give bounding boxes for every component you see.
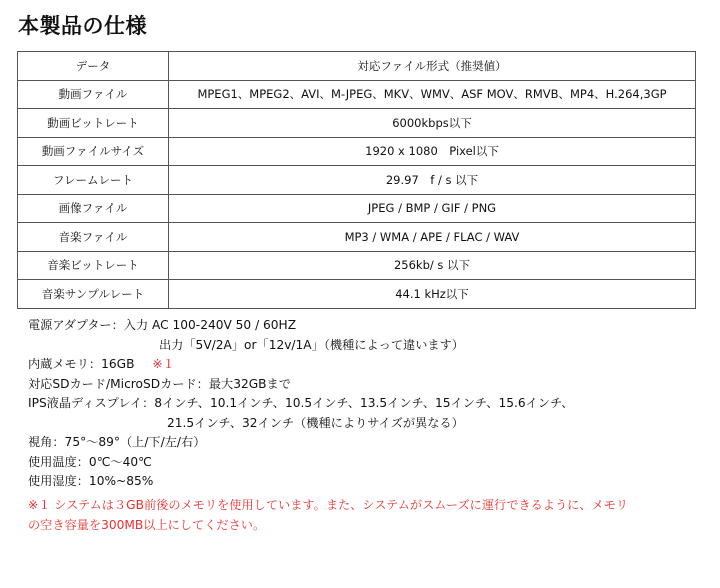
internal-memory-text: 内蔵メモリ：16GB [28, 357, 135, 371]
table-row [18, 137, 696, 166]
footnote-line-2: の空き容量を300MB以上にしてください。 [28, 518, 266, 532]
table-row [18, 251, 696, 280]
header-format: 対応ファイル形式（推奨値） [169, 52, 696, 81]
row-label: 音楽ビットレート [18, 251, 169, 280]
spec-notes [28, 316, 708, 492]
row-label: 音楽ファイル [18, 223, 169, 252]
internal-memory [28, 355, 708, 375]
table-row [18, 280, 696, 309]
row-value: MPEG1、MPEG2、AVI、M-JPEG、MKV、WMV、ASF MOV、RMVB、MP4、H.264,3GP [169, 80, 696, 109]
power-adapter-output: 出力「5V/2A」or「12v/1A」（機種によって違います） [159, 337, 464, 352]
header-data: データ [18, 52, 169, 81]
table-row [18, 223, 696, 252]
footnote-marker: ※１ [152, 357, 175, 371]
row-value: 44.1 kHz以下 [169, 280, 696, 309]
display-sizes-continued: 21.5インチ、32インチ（機種によりサイズが異なる） [167, 415, 464, 430]
sd-card-support: 対応SDカード/MicroSDカード：最大32GBまで [28, 376, 291, 391]
page-title: 本製品の仕様 [18, 14, 147, 38]
display-sizes: IPS液晶ディスプレイ：8インチ、10.1インチ、10.5インチ、13.5インチ、15インチ、15.6インチ、 [28, 396, 574, 410]
row-label: 動画ビットレート [18, 109, 169, 138]
row-value: MP3 / WMA / APE / FLAC / WAV [169, 223, 696, 252]
operating-temperature: 使用温度：0℃～40℃ [28, 454, 152, 469]
row-label: フレームレート [18, 166, 169, 195]
row-label: 音楽サンプルレート [18, 280, 169, 309]
footnote-line-1: ※１ システムは３GB前後のメモリを使用しています。また、システムがスムーズに運行できるように、メモリ [28, 498, 629, 512]
row-value: 29.97 f / s 以下 [169, 166, 696, 195]
row-value: 6000kbps以下 [169, 109, 696, 138]
table-row [18, 166, 696, 195]
viewing-angle: 視角：75°～89°（上/下/左/右） [28, 435, 206, 449]
table-row [18, 80, 696, 109]
memory-footnote [28, 495, 708, 535]
table-row [18, 194, 696, 223]
spec-table [17, 51, 696, 309]
row-label: 画像ファイル [18, 194, 169, 223]
row-value: JPEG / BMP / GIF / PNG [169, 194, 696, 223]
table-header-row [18, 52, 696, 81]
table-row [18, 109, 696, 138]
row-value: 1920 x 1080 Pixel以下 [169, 137, 696, 166]
power-adapter-input: 電源アダプター：入力 AC 100-240V 50 / 60HZ [28, 318, 297, 332]
row-value: 256kb/ s 以下 [169, 251, 696, 280]
row-label: 動画ファイルサイズ [18, 137, 169, 166]
operating-humidity: 使用湿度：10%~85% [28, 474, 154, 488]
row-label: 動画ファイル [18, 80, 169, 109]
